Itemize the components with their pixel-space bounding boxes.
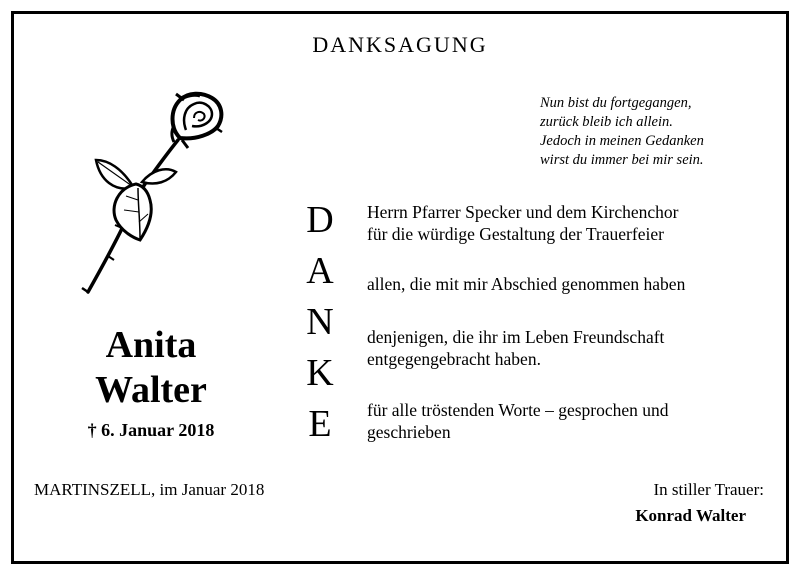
rose-icon — [78, 88, 228, 298]
death-date: † 6. Januar 2018 — [87, 420, 215, 440]
mourning-label: In stiller Trauer: — [653, 480, 764, 499]
thanks-item — [367, 273, 685, 295]
danke-letter: A — [306, 250, 334, 292]
danke-letter: K — [306, 352, 334, 394]
page-title: DANKSAGUNG — [312, 32, 488, 57]
thanks-line: geschrieben — [367, 422, 451, 442]
danke-letter: D — [306, 199, 334, 241]
thanks-item — [367, 326, 664, 370]
danke-letter: E — [308, 403, 332, 445]
thanks-item — [367, 201, 678, 245]
thanks-item — [367, 399, 669, 443]
thanks-line: Herrn Pfarrer Specker und dem Kirchenchor — [367, 202, 679, 222]
deceased-last-name: Walter — [95, 369, 207, 411]
thanks-line: entgegengebracht haben. — [367, 349, 541, 369]
poem-line: zurück bleib ich allein. — [540, 114, 673, 130]
poem — [540, 94, 704, 170]
deceased-first-name: Anita — [105, 324, 197, 366]
thanks-line: für die würdige Gestaltung der Trauerfeier — [367, 224, 664, 244]
thanks-line: allen, die mit mir Abschied genommen haben — [367, 274, 686, 294]
poem-line: Jedoch in meinen Gedanken — [540, 133, 704, 149]
signer-name: Konrad Walter — [635, 506, 746, 525]
poem-line: wirst du immer bei mir sein. — [540, 152, 704, 168]
place-date: MARTINSZELL, im Januar 2018 — [34, 480, 265, 499]
danke-letter: N — [306, 301, 334, 343]
poem-line: Nun bist du fortgegangen, — [540, 95, 692, 111]
thanks-line: für alle tröstenden Worte – gesprochen und — [367, 400, 669, 420]
thanks-line: denjenigen, die ihr im Leben Freundschaft — [367, 327, 665, 347]
